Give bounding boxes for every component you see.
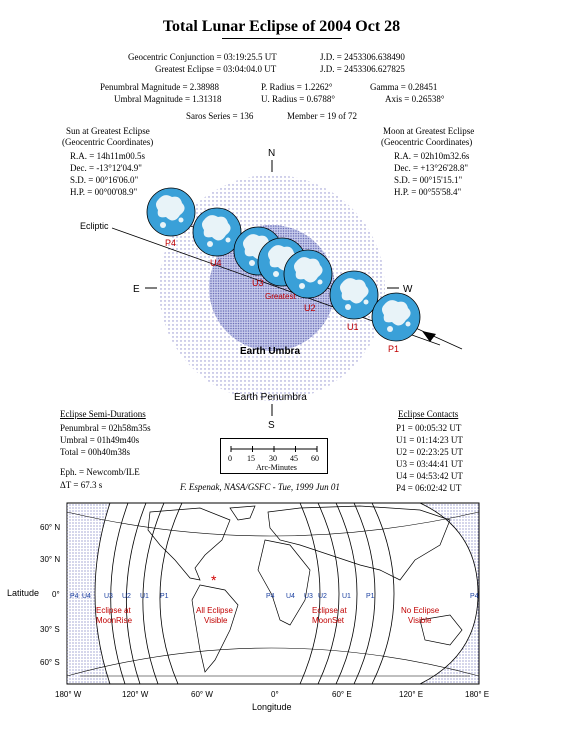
scale-tick-0: 0 xyxy=(228,454,232,463)
umbral-magnitude: Umbral Magnitude = 1.31318 xyxy=(114,94,222,104)
map-right-u2: U2 xyxy=(318,593,327,600)
lat-30s: 30° S xyxy=(40,625,60,634)
semi-total: Total = 00h40m38s xyxy=(60,447,130,457)
sun-dec: Dec. = -13°12'04.9" xyxy=(70,163,142,173)
delta-t: ΔT = 67.3 s xyxy=(60,480,103,490)
arc-minute-scale xyxy=(220,438,328,474)
geocentric-conjunction: Geocentric Conjunction = 03:19:25.5 UT xyxy=(128,52,277,62)
lat-60n: 60° N xyxy=(40,523,61,532)
scale-tick-45: 45 xyxy=(290,454,298,463)
ephemeris: Eph. = Newcomb/ILE xyxy=(60,467,140,477)
map-left-p4: P4 xyxy=(70,593,79,600)
contact-u2: U2 = 02:23:25 UT xyxy=(396,447,463,457)
moon-p4 xyxy=(147,188,195,236)
longitude-title: Longitude xyxy=(252,702,292,712)
scale-tick-30: 30 xyxy=(269,454,277,463)
contact-u4: U4 = 04:53:42 UT xyxy=(396,471,463,481)
p-radius: P. Radius = 1.2262° xyxy=(261,82,333,92)
ecliptic-label: Ecliptic xyxy=(80,221,109,231)
sun-subtitle: (Geocentric Coordinates) xyxy=(62,137,154,147)
scale-label: Arc-Minutes xyxy=(256,463,297,472)
moon-ra: R.A. = 02h10m32.6s xyxy=(394,151,470,161)
map-left-u3: U3 xyxy=(104,593,113,600)
lon-60e: 60° E xyxy=(332,690,352,699)
zone-none-2: Visible xyxy=(408,616,432,625)
saros-series: Saros Series = 136 xyxy=(186,111,254,121)
moon-u1 xyxy=(330,271,378,319)
zone-moonset-2: MoonSet xyxy=(312,616,345,625)
map-left-u1: U1 xyxy=(140,593,149,600)
sun-hp: H.P. = 00°00'08.9" xyxy=(70,187,138,197)
map-left-p1: P1 xyxy=(160,593,169,600)
lat-60s: 60° S xyxy=(40,658,60,667)
scale-tick-60: 60 xyxy=(311,454,319,463)
saros-member: Member = 19 of 72 xyxy=(287,111,358,121)
title-underline xyxy=(222,38,342,39)
map-right-p1: P1 xyxy=(366,593,375,600)
map-right-u4: U4 xyxy=(286,593,295,600)
zone-visible-2: Visible xyxy=(204,616,228,625)
contact-u1: U1 = 01:14:23 UT xyxy=(396,435,463,445)
east-label: E xyxy=(133,284,140,295)
map-right-u3: U3 xyxy=(304,593,313,600)
p4-label: P4 xyxy=(165,238,177,248)
lon-180e: 180° E xyxy=(465,690,490,699)
lon-120w: 120° W xyxy=(122,690,149,699)
p1-label: P1 xyxy=(388,344,400,354)
moon-u2 xyxy=(284,250,332,298)
moon-p1 xyxy=(372,293,420,341)
lon-120e: 120° E xyxy=(399,690,424,699)
map-left-u4: U4 xyxy=(82,593,91,600)
map-right-p4: P4 xyxy=(266,593,275,600)
lat-0: 0° xyxy=(52,590,60,599)
jd-greatest: J.D. = 2453306.627825 xyxy=(320,64,405,74)
credit: F. Espenak, NASA/GSFC - Tue, 1999 Jun 01 xyxy=(180,482,340,492)
u-radius: U. Radius = 0.6788° xyxy=(261,94,335,104)
zone-visible-1: All Eclipse xyxy=(196,606,233,615)
contacts-title: Eclipse Contacts xyxy=(398,409,459,419)
sun-sd: S.D. = 00°16'06.0" xyxy=(70,175,139,185)
moon-direction-arrow xyxy=(422,331,436,342)
moon-title: Moon at Greatest Eclipse xyxy=(383,126,475,136)
latitude-title: Latitude xyxy=(7,588,40,598)
zone-moonset-1: Eclipse at xyxy=(312,606,347,615)
moon-dec: Dec. = +13°26'28.8" xyxy=(394,163,469,173)
map-left-u2: U2 xyxy=(122,593,131,600)
world-visibility-map xyxy=(0,495,563,732)
lon-60w: 60° W xyxy=(191,690,213,699)
page-title: Total Lunar Eclipse of 2004 Oct 28 xyxy=(162,18,401,35)
jd-conjunction: J.D. = 2453306.638490 xyxy=(320,52,405,62)
lon-180w: 180° W xyxy=(55,690,82,699)
greatest-eclipse-time: Greatest Eclipse = 03:04:04.0 UT xyxy=(155,64,277,74)
moon-sd: S.D. = 00°15'15.1" xyxy=(394,175,463,185)
greatest-eclipse-star: * xyxy=(211,572,217,588)
u4-label: U4 xyxy=(210,258,222,268)
eclipse-path-diagram xyxy=(0,140,563,430)
zone-none-1: No Eclipse xyxy=(401,606,440,615)
moon-subtitle: (Geocentric Coordinates) xyxy=(381,137,473,147)
south-label: S xyxy=(268,420,275,430)
axis: Axis = 0.26538° xyxy=(385,94,445,104)
semi-penumbral: Penumbral = 02h58m35s xyxy=(60,423,151,433)
semi-umbral: Umbral = 01h49m40s xyxy=(60,435,140,445)
u2-label: U2 xyxy=(304,303,316,313)
gamma: Gamma = 0.28451 xyxy=(370,82,438,92)
zone-moonrise-2: MoonRise xyxy=(96,616,133,625)
scale-tick-15: 15 xyxy=(247,454,255,463)
umbra-label: Earth Umbra xyxy=(240,346,301,357)
north-label: N xyxy=(268,148,276,159)
contact-p1: P1 = 00:05:32 UT xyxy=(396,423,462,433)
sun-ra: R.A. = 14h11m00.5s xyxy=(70,151,145,161)
sun-title: Sun at Greatest Eclipse xyxy=(66,126,150,136)
map-right-u1: U1 xyxy=(342,593,351,600)
west-label: W xyxy=(403,284,413,295)
greatest-label: Greatest xyxy=(265,292,296,301)
penumbral-magnitude: Penumbral Magnitude = 2.38988 xyxy=(100,82,220,92)
lon-0: 0° xyxy=(271,690,279,699)
u1-label: U1 xyxy=(347,322,359,332)
semi-durations-title: Eclipse Semi-Durations xyxy=(60,409,146,419)
contact-u3: U3 = 03:44:41 UT xyxy=(396,459,463,469)
lat-30n: 30° N xyxy=(40,555,61,564)
contact-p4: P4 = 06:02:42 UT xyxy=(396,483,462,493)
penumbra-label: Earth Penumbra xyxy=(234,392,307,403)
moon-hp: H.P. = 00°55'58.4" xyxy=(394,187,462,197)
zone-moonrise-1: Eclipse at xyxy=(96,606,131,615)
u3-label: U3 xyxy=(252,278,264,288)
map-far-right-p4: P4 xyxy=(470,593,479,600)
